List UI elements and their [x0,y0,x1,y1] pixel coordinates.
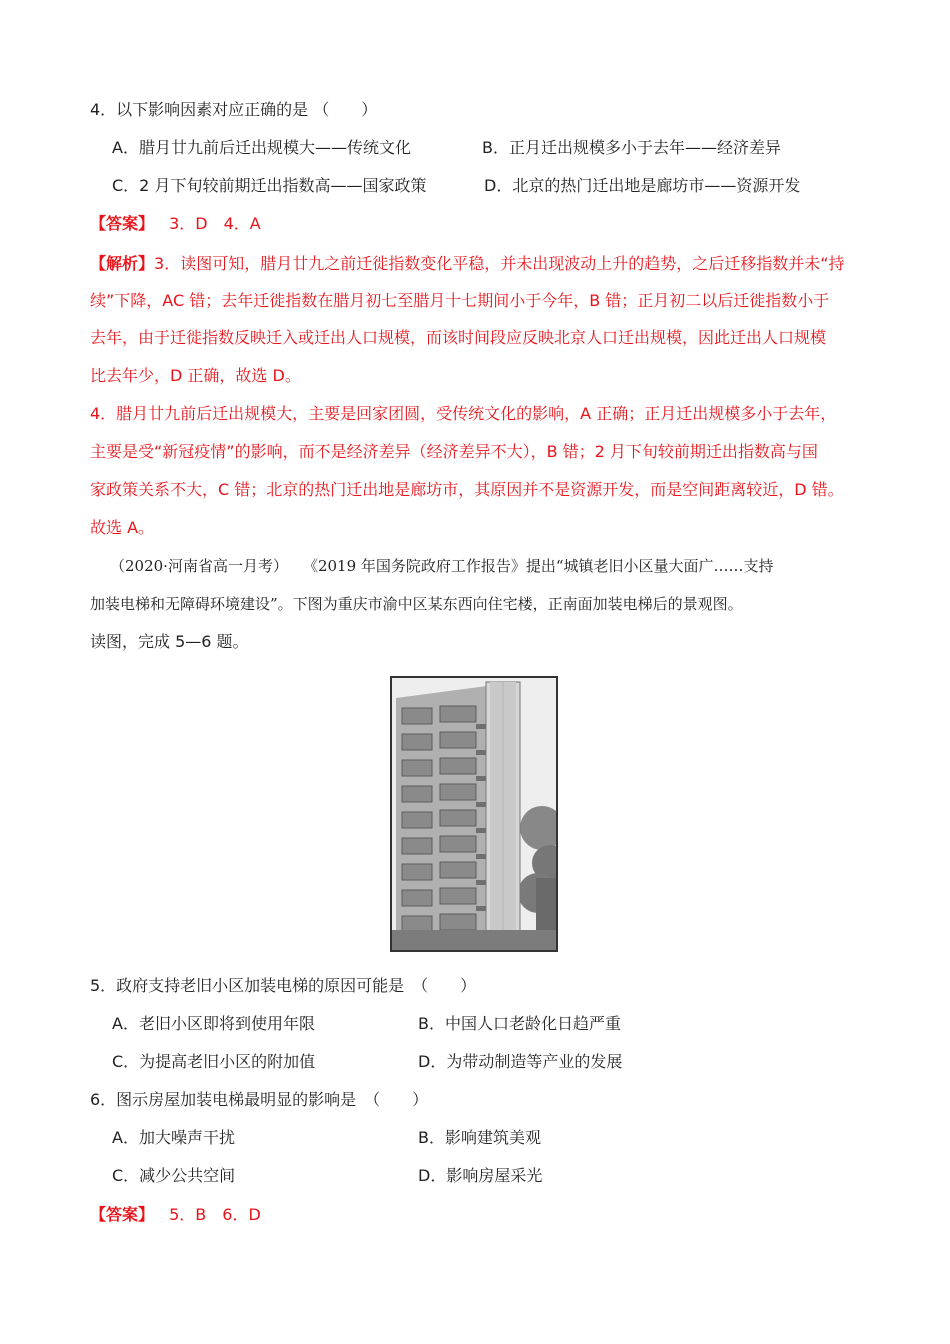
q4-option-a: A．腊月廿九前后迁出规模大——传统文化 [112,138,411,157]
q6-option-b: B．影响建筑美观 [418,1128,541,1147]
analysis-line-3: 去年，由于迁徙指数反映迁入或迁出人口规模，而该时间段应反映北京人口迁出规模，因此迁出人口规模 [90,328,827,347]
material-line-3: 读图，完成 5—6 题。 [90,632,249,651]
analysis-tag: 【解析】 [90,254,155,273]
analysis-line-7: 家政策关系不大，C 错；北京的热门迁出地是廊坊市，其原因并不是资源开发，而是空间距离较近，D 错。 [90,480,844,499]
q5-option-d: D．为带动制造等产业的发展 [418,1052,623,1071]
material-line-1: （2020·河南省高一月考） 《2019 年国务院政府工作报告》提出“城镇老旧小区量大面广……支持 [110,557,774,575]
analysis-line-8: 故选 A。 [90,518,155,537]
q4-option-b: B．正月迁出规模多小于去年——经济差异 [482,138,781,157]
q5-option-a: A．老旧小区即将到使用年限 [112,1014,315,1033]
analysis-line-6: 主要是受“新冠疫情”的影响，而不是经济差异（经济差异不大），B 错；2 月下旬较前期迁出指数高与国 [90,442,818,461]
q5-option-c: C．为提高老旧小区的附加值 [112,1052,316,1071]
q4-option-c: C．2 月下旬较前期迁出指数高——国家政策 [112,176,427,195]
q4-stem: 4．以下影响因素对应正确的是 （ ） [90,100,378,119]
q6-stem: 6．图示房屋加装电梯最明显的影响是 （ ） [90,1090,429,1109]
material-line-2: 加装电梯和无障碍环境建设”。下图为重庆市渝中区某东西向住宅楼，正南面加装电梯后的景观图。 [90,595,743,613]
q6-option-a: A．加大噪声干扰 [112,1128,235,1147]
analysis-line-5: 4．腊月廿九前后迁出规模大，主要是回家团圆，受传统文化的影响，A 正确；正月迁出规模多小于去年， [90,404,837,423]
q6-option-c: C．减少公共空间 [112,1166,236,1185]
analysis-line-4: 比去年少，D 正确，故选 D。 [90,366,301,385]
answer-tag-2: 【答案】 [90,1205,155,1224]
q4-option-d: D．北京的热门迁出地是廊坊市——资源开发 [484,176,801,195]
answer-row-2 [90,1205,261,1225]
q5-option-b: B．中国人口老龄化日趋严重 [418,1014,621,1033]
building-elevator-photo [390,676,558,952]
analysis-line-2: 续”下降，AC 错；去年迁徙指数在腊月初七至腊月十七期间小于今年，B 错；正月初二以后迁徙指数小于 [90,291,830,310]
analysis-line-1: 【解析】3．读图可知，腊月廿九之前迁徙指数变化平稳，并未出现波动上升的趋势，之后迁移指数并未“持 [90,254,845,273]
answer-text: 3．D 4．A [169,214,261,233]
building-photo-illustration [392,678,556,950]
q5-stem: 5．政府支持老旧小区加装电梯的原因可能是 （ ） [90,976,477,995]
answer-tag: 【答案】 [90,214,155,233]
answer-row-1 [90,214,261,234]
answer-text-2: 5．B 6．D [169,1205,261,1224]
q6-option-d: D．影响房屋采光 [418,1166,543,1185]
